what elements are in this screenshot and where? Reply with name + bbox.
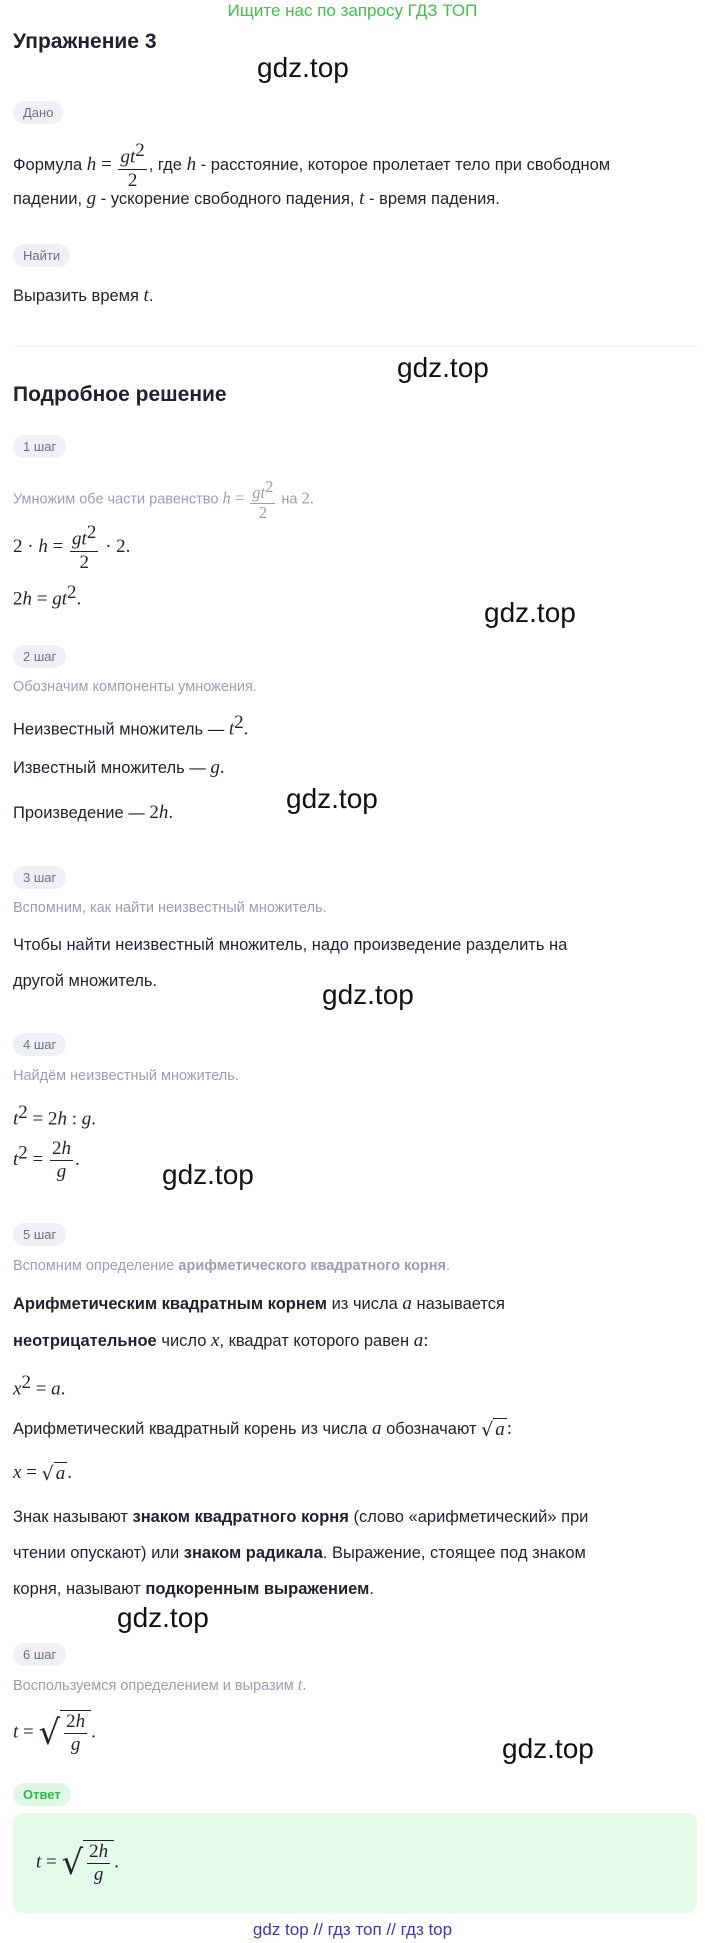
- step-2-line-2: Известный множитель — g.: [13, 757, 225, 778]
- given-tag: Дано: [13, 101, 63, 124]
- watermark: gdz.top: [286, 783, 378, 814]
- find-tag: Найти: [13, 244, 70, 267]
- step-1-eq-1: 2 · h = $\frac{gt^2}{2}$ · 2.: [13, 522, 131, 573]
- step-3-line-1: Чтобы найти неизвестный множитель, надо произведение разделить на: [13, 936, 568, 954]
- step-3-tag: 3 шаг: [13, 866, 66, 889]
- footer-links[interactable]: gdz top // гдз топ // гдз top: [252, 1920, 453, 1939]
- step-5-def-4: Знак называют знаком квадратного корня (слово «арифметический» при: [13, 1508, 589, 1526]
- watermark: gdz.top: [397, 352, 489, 383]
- step-5-eq-2: x = √ a .: [13, 1462, 73, 1485]
- step-4-tag: 4 шаг: [13, 1033, 66, 1056]
- step-5-def-2: неотрицательное число x, квадрат которого равен a:: [13, 1330, 429, 1351]
- answer-formula: t = √ $\frac{2h}{g}$ .: [36, 1841, 119, 1885]
- given-line-2: падении, g - ускорение свободного падения, t - время падения.: [13, 188, 500, 209]
- given-line-1: Формула h = $\frac{gt^2}{2}$ , где h - расстояние, которое пролетает тело при свободном: [13, 140, 611, 191]
- exercise-title: Упражнение 3: [13, 30, 157, 53]
- step-2-line-1: Неизвестный множитель — $t^2$.: [13, 712, 249, 740]
- divider: [13, 346, 697, 347]
- step-5-hint: Вспомним определение арифметического квадратного корня.: [13, 1258, 451, 1274]
- step-4-eq-1: $t^2 = 2h$ : g.: [13, 1102, 97, 1130]
- step-6-hint: Воспользуемся определением и выразим t.: [13, 1675, 307, 1694]
- step-1-hint: Умножим обе части равенство h = $\frac{gt^2}{2}$ на 2.: [13, 477, 314, 522]
- step-1-tag: 1 шаг: [13, 435, 66, 458]
- step-4-hint: Найдём неизвестный множитель.: [13, 1068, 239, 1084]
- watermark: gdz.top: [502, 1733, 594, 1764]
- step-2-hint: Обозначим компоненты умножения.: [13, 679, 257, 695]
- step-5-def-3: Арифметический квадратный корень из числа a обозначают √ a :: [13, 1418, 512, 1441]
- step-5-def-6: корня, называют подкоренным выражением.: [13, 1580, 374, 1598]
- answer-tag: Ответ: [13, 1783, 71, 1806]
- step-1-eq-2: $2h = gt^2$.: [13, 582, 82, 610]
- step-5-def-5: чтении опускают) или знаком радикала. Выражение, стоящее под знаком: [13, 1544, 586, 1562]
- formula-fraction: $\frac{gt^2}{2}$: [120, 140, 145, 191]
- step-2-line-3: Произведение — 2h.: [13, 802, 174, 823]
- step-6-tag: 6 шаг: [13, 1643, 66, 1666]
- solution-title: Подробное решение: [13, 383, 227, 406]
- step-5-eq-1: $x^2 = a$.: [13, 1372, 66, 1400]
- step-5-def-1: Арифметическим квадратным корнем из числа a называется: [13, 1293, 505, 1314]
- watermark: gdz.top: [257, 52, 349, 83]
- watermark: gdz.top: [117, 1602, 209, 1633]
- watermark: gdz.top: [322, 979, 414, 1010]
- step-4-eq-2: $t^2$ = $\frac{2h}{g}$ .: [13, 1138, 80, 1182]
- step-6-eq: t = √ $\frac{2h}{g}$ .: [13, 1711, 96, 1755]
- step-3-line-2: другой множитель.: [13, 972, 158, 990]
- step-3-hint: Вспомним, как найти неизвестный множитель.: [13, 900, 327, 916]
- find-text: Выразить время t.: [13, 285, 154, 306]
- step-5-tag: 5 шаг: [13, 1223, 66, 1246]
- site-banner: Ищите нас по запросу ГДЗ ТОП: [227, 1, 478, 20]
- step-2-tag: 2 шаг: [13, 645, 66, 668]
- watermark: gdz.top: [484, 597, 576, 628]
- watermark: gdz.top: [162, 1159, 254, 1190]
